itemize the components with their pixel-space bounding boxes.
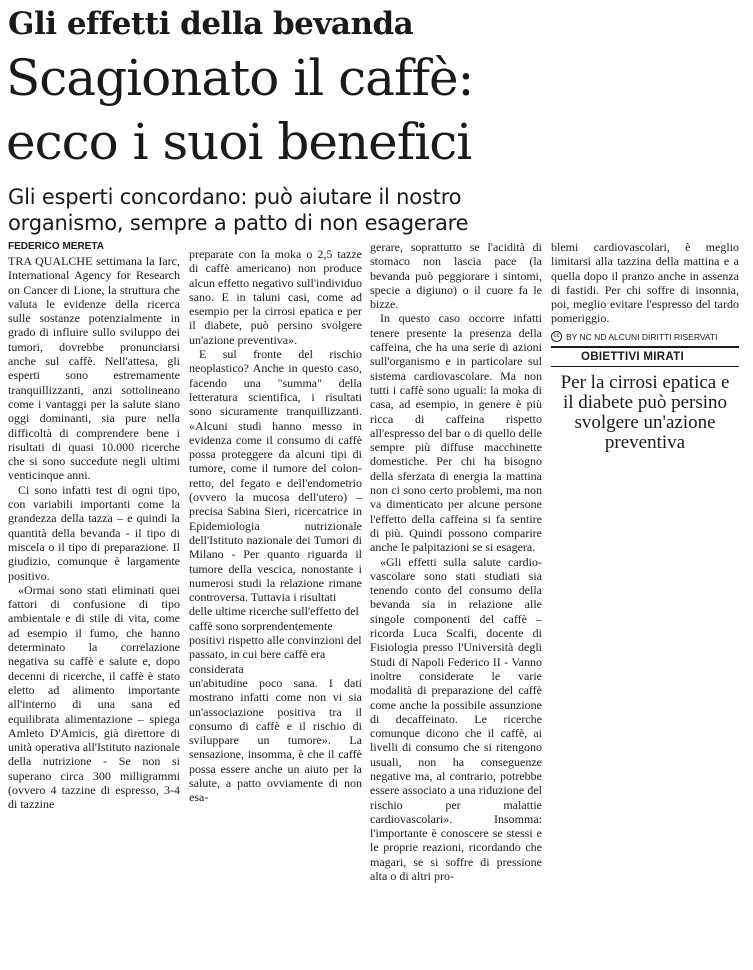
headline-line-1: Scagionato il caffè:	[6, 49, 474, 107]
paragraph: TRA QUALCHE settimana la Iarc, International Agency for Research on Cancer di Lione, la struttura che valuta le evidenze della ricerca sulle sostanze potenzialmente in grado di influire sullo sviluppo dei tumori, dovrebbe pronunciarsi anche sul caffè. Nell'attesa, gli esperti sono estremamente tranquillizzanti, anzi sottolineano come i vantaggi per la salute siano oggi dominanti, sia pure nella difficoltà di comprendere bene i risultati di quasi 10.000 ricerche che si sono succedute negli ultimi venticinque anni.	[8, 254, 180, 483]
article-column-3	[370, 240, 542, 883]
subheadline	[8, 184, 753, 236]
paragraph: un'abitudine poco sana. I dati mostrano infatti come non vi sia un'associazione positiva tra il consumo di caffè e il rischio di sviluppare un tumore». La sensazione, insomma, è che il caffè possa essere anche un aiuto per la salute, a patto ovviamente di non esa-	[189, 675, 362, 805]
paragraph: delle ultime ricerche sull'effetto del caffè sono sorprendentemente positivi rispetto alle convinzioni del passato, in cui bere caffè era considerata	[189, 604, 362, 676]
paragraph: preparate con la moka o 2,5 tazze di caffè americano) non produce alcun effetto negativo sull'individuo sano. E in taluni casi, come ad esempio per la cirrosi epatica e per il diabete, può persino svolgere un'azione preventiva».	[189, 247, 362, 347]
article-column-1	[8, 240, 180, 812]
subheadline-line-1: Gli esperti concordano: può aiutare il nostro	[8, 185, 462, 209]
paragraph: blemi cardiovascolari, è meglio limitarsi alla tazzina della mattina e a quella dopo il pranzo anche in assenza di fastidi. Per chi soffre di insonnia, poi, meglio evitare l'espresso del tardo pomeriggio.	[551, 240, 739, 326]
paragraph: «Ormai sono stati eliminati quei fattori di confusione di tipo ambientale e di stile di vita, come ad esempio il fumo, che hanno determinato la correlazione negativa su caffè e salute e, dopo decenni di ricerche, il caffè è stato eletto ad alimento importante all'interno di una sana ed equilibrata alimentazione – spiega Amleto D'Amicis, già direttore di unità operativa all'Istituto nazionale della nutrizione - Se non si superano circa 300 milligrammi (ovvero 4 tazzine di espresso, 3-4 di tazzine	[8, 582, 180, 812]
subheadline-line-2: organismo, sempre a patto di non esagerare	[8, 211, 469, 235]
headline-line-2: ecco i suoi benefici	[6, 113, 472, 171]
kicker: Gli effetti della bevanda	[8, 6, 414, 42]
paragraph: Ci sono infatti test di ogni tipo, con variabili importanti come la grandezza della tazza – e quindi la quantità della bevanda - il tipo di miscela o il tipo di preparazione. Il giudizio, comunque è largamente positivo.	[8, 482, 180, 583]
paragraph: «Gli effetti sulla salute cardio-vascolare sono stati studiati sia tenendo conto del consumo della bevanda sia in relazione alle singole componenti del caffè – ricorda Luca Scalfi, docente di Fisiologia presso l'Università degli Studi di Napoli Federico II - Vanno inoltre considerate le varie modalità di preparazione del caffè come anche la possibile assunzione di decaffeinato. Le ricerche comunque dicono che il caffè, ai livelli di consumo che si ritengono usuali, non ha conseguenze negative ma, al contrario, potrebbe essere associato a una riduzione del rischio per malattie cardiovascolari». Insomma: l'importante è conoscere se stessi e le proprie reazioni, ricordando che magari, se si soffre di pressione alta o di altri pro-	[370, 554, 542, 884]
sidebar-box-quote: Per la cirrosi epatica e il diabete può persino svolgere un'azione preventiva	[560, 372, 730, 454]
sidebar-box-title: OBIETTIVI MIRATI	[551, 346, 739, 367]
creative-commons-icon: cc	[551, 331, 562, 342]
copyright-text: BY NC ND ALCUNI DIRITTI RISERVATI	[566, 331, 718, 342]
byline: FEDERICO MERETA	[8, 241, 104, 252]
paragraph: gerare, soprattutto se l'acidità di stomaco non lascia pace (la bevanda può peggiorare i sintomi, specie a digiuno) o il cuore fa le bizze.	[370, 240, 542, 312]
article-column-2	[189, 247, 362, 805]
paragraph: E sul fronte del rischio neoplastico? Anche in questo caso, facendo una "summa" della letteratura scientifica, i risultati sono sicuramente tranquillizzanti. «Alcuni studi hanno messo in evidenza come il consumo di caffè possa proteggere da alcuni tipi di tumore, come il tumore del colon-retto, del fegato e dell'endometrio (ovvero la mucosa dell'utero) – precisa Sabina Sieri, ricercatrice in Epidemiologia nutrizionale dell'Istituto nazionale dei Tumori di Milano - Per quanto riguarda il tumore della vescica, nonostante i numerosi studi la relazione rimane controversa. Tuttavia i risultati	[189, 347, 362, 605]
copyright-notice	[551, 330, 739, 344]
article-column-4	[551, 240, 739, 453]
paragraph: In questo caso occorre infatti tenere presente la presenza della caffeina, che ha una serie di azioni sull'organismo e in particolare sul sistema cardiovascolare. Ma non tutti i caffè sono uguali: la moka di casa, ad esempio, in genere è più ricca di caffeina rispetto all'espresso del bar o di quello delle sempre più diffuse macchinette domestiche. Per chi ha bisogno della sferzata di energia la mattina non ci sono certo problemi, ma non va dimenticato per alcune persone l'effetto della caffeina si fa sentire di più. Quindi possono comparire anche le palpitazioni se si esagera.	[370, 311, 542, 555]
headline	[6, 46, 751, 174]
